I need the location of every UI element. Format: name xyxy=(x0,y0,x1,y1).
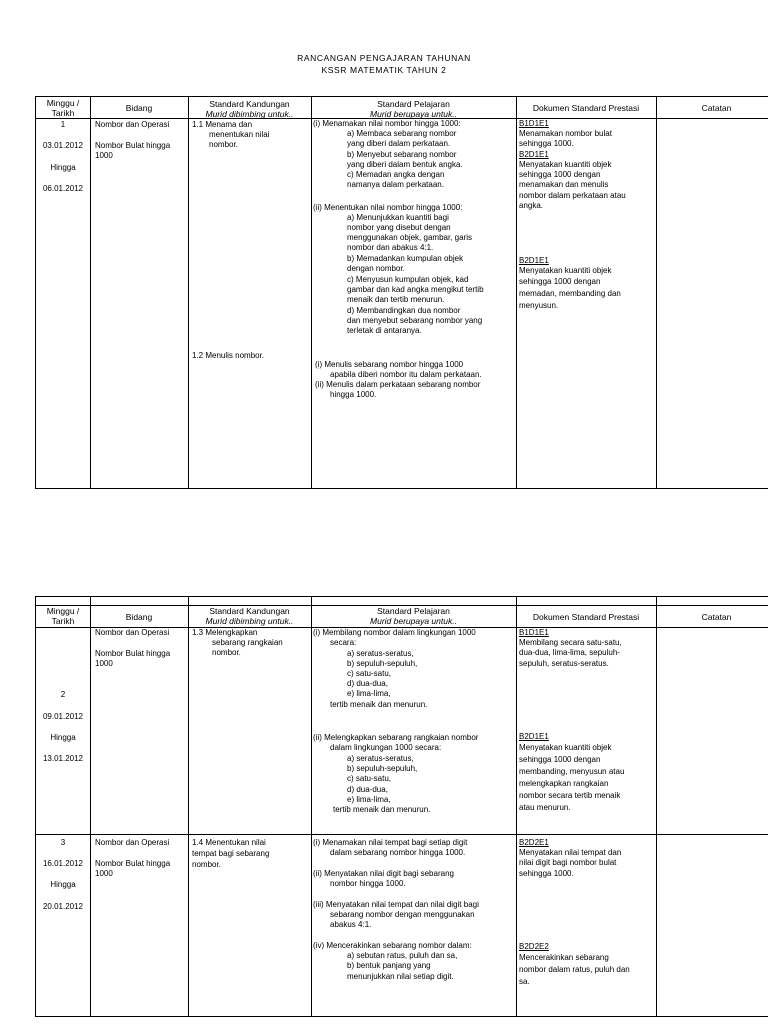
sp-line: tertib menaik dan menurun. xyxy=(333,805,431,814)
week-end-date: 13.01.2012 xyxy=(42,754,84,763)
sk-line: menentukan nilai xyxy=(209,130,270,139)
dsp-line: sehingga 1000 dengan xyxy=(519,277,601,286)
sp-line: abakus 4:1. xyxy=(330,920,372,929)
sp-line: a) Menunjukkan kuantiti bagi xyxy=(347,213,449,222)
dsp-line: Menamakan nombor bulat xyxy=(519,129,612,138)
sp-line: sebarang nombor dengan menggunakan xyxy=(330,910,475,919)
header-sk-sub: Murid dibimbing untuk.. xyxy=(205,616,294,627)
bidang-line: 1000 xyxy=(95,151,113,160)
sp-line: dalam sebarang nombor hingga 1000. xyxy=(330,848,466,857)
sp-line: b) sepuluh-sepuluh, xyxy=(347,764,418,773)
sp-line: gambar dan kad angka mengikut tertib xyxy=(347,285,484,294)
week-start-date: 03.01.2012 xyxy=(42,141,84,150)
sp-line: (ii) Melengkapkan sebarang rangkaian nombor xyxy=(313,733,479,742)
header-tarikh-label: Tarikh xyxy=(51,108,75,119)
header-minggu-label: Minggu / xyxy=(46,606,80,616)
sp-line: namanya dalam perkataan. xyxy=(347,180,444,189)
header-catatan-2: Catatan xyxy=(701,612,732,622)
sp-line: c) Menyusun kumpulan objek, kad xyxy=(347,275,469,284)
sp-line: yang diberi dalam bentuk angka. xyxy=(347,160,463,169)
sp-line: e) lima-lima, xyxy=(347,795,391,804)
dsp-code: B1D1E1 xyxy=(519,119,549,128)
sp-line: a) seratus-seratus, xyxy=(347,649,414,658)
sp-line: dalam lingkungan 1000 secara: xyxy=(330,743,442,752)
sp-line: dan menyebut sebarang nombor yang xyxy=(347,316,483,325)
sp-line: (ii) Menyatakan nilai digit bagi sebarang xyxy=(313,869,454,878)
header-sk xyxy=(188,99,311,120)
week-1-dsp xyxy=(519,119,655,319)
dsp-line: Menyatakan kuantiti objek xyxy=(519,160,612,169)
dsp-line: sehingga 1000. xyxy=(519,139,574,148)
week-end-date: 20.01.2012 xyxy=(42,902,84,911)
dsp-code: B1D1E1 xyxy=(519,628,549,637)
sp-line: e) lima-lima, xyxy=(347,689,391,698)
header-bidang-2: Bidang xyxy=(125,612,153,622)
sp-line: (iv) Mencerakinkan sebarang nombor dalam: xyxy=(313,941,472,950)
header-sp-sub: Murid berupaya untuk.. xyxy=(370,616,457,627)
dsp-line: menyusun. xyxy=(519,301,559,310)
header-sk-2 xyxy=(188,606,311,627)
header-bidang: Bidang xyxy=(125,103,153,113)
week-start-date: 09.01.2012 xyxy=(42,712,84,721)
week-number: 1 xyxy=(60,120,66,129)
bidang-line: Nombor Bulat hingga xyxy=(95,859,171,868)
sp-line: hingga 1000. xyxy=(330,390,377,399)
sp-line: (i) Menamakan nilai nombor hingga 1000: xyxy=(313,119,461,128)
dsp-line: sehingga 1000. xyxy=(519,869,574,878)
dsp-line: nombor dalam perkataan atau xyxy=(519,191,626,200)
header-sp-label: Standard Pelajaran xyxy=(377,606,450,616)
sp-line: secara: xyxy=(330,638,357,647)
sp-line: b) bentuk panjang yang xyxy=(347,961,431,970)
header-catatan: Catatan xyxy=(701,103,732,113)
dsp-code: B2D2E2 xyxy=(519,942,549,951)
week-hingga: Hingga xyxy=(50,163,76,172)
sk-line: tempat bagi sebarang xyxy=(192,849,270,858)
sp-line: a) sebutan ratus, puluh dan sa, xyxy=(347,951,458,960)
header-sp xyxy=(311,99,516,120)
dsp-code: B2D1E1 xyxy=(519,150,549,159)
sp-line: d) Membandingkan dua nombor xyxy=(347,306,461,315)
sp-line: c) Memadan angka dengan xyxy=(347,170,445,179)
header-sk-label: Standard Kandungan xyxy=(209,99,290,109)
week-number: 3 xyxy=(60,838,66,847)
header-minggu xyxy=(35,98,91,119)
sk-line: nombor. xyxy=(212,648,241,657)
sp-line: tertib menaik dan menurun. xyxy=(330,700,428,709)
dsp-line: nilai digit bagi nombor bulat xyxy=(519,858,617,867)
bidang-line: Nombor dan Operasi xyxy=(95,838,170,847)
header-sp-label: Standard Pelajaran xyxy=(377,99,450,109)
dsp-line: membanding, menyusun atau xyxy=(519,767,625,776)
bidang-line: Nombor dan Operasi xyxy=(95,628,170,637)
sp-line: dengan nombor. xyxy=(347,264,405,273)
header-sp-2 xyxy=(311,606,516,627)
bidang-line: Nombor Bulat hingga xyxy=(95,649,171,658)
dsp-line: nombor secara tertib menaik xyxy=(519,791,621,800)
sp-line: (i) Menamakan nilai tempat bagi setiap digit xyxy=(313,838,468,847)
dsp-line: Membilang secara satu-satu, xyxy=(519,638,622,647)
dsp-line: dua-dua, lima-lima, sepuluh- xyxy=(519,648,620,657)
bidang-line: 1000 xyxy=(95,659,113,668)
bidang-line: 1000 xyxy=(95,869,113,878)
header-sk-sub: Murid dibimbing untuk.. xyxy=(205,109,294,120)
week-1-sp xyxy=(313,119,516,409)
sp-line: d) dua-dua, xyxy=(347,679,388,688)
dsp-line: Mencerakinkan sebarang xyxy=(519,953,609,962)
week-2-sp xyxy=(313,628,516,828)
sp-line: yang diberi dalam perkataan. xyxy=(347,139,451,148)
header-minggu-2 xyxy=(35,606,91,627)
sp-line: (i) Menulis sebarang nombor hingga 1000 xyxy=(315,360,464,369)
sk-line: 1.4 Menentukan nilai xyxy=(192,838,266,847)
sp-line: a) Membaca sebarang nombor xyxy=(347,129,457,138)
header-sp-sub: Murid berupaya untuk.. xyxy=(370,109,457,120)
sp-line: d) dua-dua, xyxy=(347,785,388,794)
week-end-date: 06.01.2012 xyxy=(42,184,84,193)
dsp-line: memadan, membanding dan xyxy=(519,289,621,298)
dsp-line: melengkapkan rangkaian xyxy=(519,779,609,788)
dsp-line: sepuluh, seratus-seratus. xyxy=(519,659,609,668)
dsp-line: Menyatakan kuantiti objek xyxy=(519,743,612,752)
week-hingga: Hingga xyxy=(50,880,76,889)
dsp-code: B2D2E1 xyxy=(519,838,549,847)
header-dsp-2: Dokumen Standard Prestasi xyxy=(532,612,640,622)
sp-line: nombor dan abakus 4:1. xyxy=(347,243,434,252)
sp-line: apabila diberi nombor itu dalam perkataan. xyxy=(330,370,482,379)
bidang-line: Nombor dan Operasi xyxy=(95,120,170,129)
sk-line: 1.2 Menulis nombor. xyxy=(192,351,265,360)
dsp-line: sehingga 1000 dengan xyxy=(519,170,601,179)
sp-line: (i) Membilang nombor dalam lingkungan 1000 xyxy=(313,628,476,637)
sp-line: menunjukkan nilai setiap digit. xyxy=(347,972,454,981)
sp-line: menaik dan tertib menurun. xyxy=(347,295,445,304)
bidang-line: Nombor Bulat hingga xyxy=(95,141,171,150)
sk-line: nombor. xyxy=(209,140,238,149)
sp-line: (ii) Menulis dalam perkataan sebarang nombor xyxy=(315,380,481,389)
week-start-date: 16.01.2012 xyxy=(42,859,84,868)
sp-line: c) satu-satu, xyxy=(347,669,392,678)
sp-line: terletak di antaranya. xyxy=(347,326,422,335)
sp-line: (iii) Menyatakan nilai tempat dan nilai digit bagi xyxy=(313,900,479,909)
week-2-dsp xyxy=(519,628,655,828)
dsp-line: atau menurun. xyxy=(519,803,571,812)
sk-line: 1.3 Melengkapkan xyxy=(192,628,258,637)
document-subtitle: KSSR MATEMATIK TAHUN 2 xyxy=(321,65,447,75)
week-hingga: Hingga xyxy=(50,733,76,742)
document-title: RANCANGAN PENGAJARAN TAHUNAN xyxy=(297,53,471,63)
dsp-line: Menyatakan kuantiti objek xyxy=(519,266,612,275)
dsp-line: Menyatakan nilai tempat dan xyxy=(519,848,622,857)
header-tarikh-label: Tarikh xyxy=(51,616,75,627)
dsp-line: sa. xyxy=(519,977,530,986)
sk-line: nombor. xyxy=(192,860,221,869)
week-number: 2 xyxy=(60,690,66,699)
dsp-line: angka. xyxy=(519,201,544,210)
sp-line: menggunakan objek, gambar, garis xyxy=(347,233,472,242)
week-3-dsp xyxy=(519,838,655,998)
sp-line: b) Memadankan kumpulan objek xyxy=(347,254,464,263)
dsp-line: menamakan dan menulis xyxy=(519,180,609,189)
sp-line: a) seratus-seratus, xyxy=(347,754,414,763)
dsp-code: B2D1E1 xyxy=(519,256,549,265)
sp-line: nombor yang disebut dengan xyxy=(347,223,451,232)
sp-line: c) satu-satu, xyxy=(347,774,392,783)
dsp-line: sehingga 1000 dengan xyxy=(519,755,601,764)
sp-line: b) Menyebut sebarang nombor xyxy=(347,150,457,159)
sp-line: (ii) Menentukan nilai nombor hingga 1000: xyxy=(313,203,463,212)
header-sk-label: Standard Kandungan xyxy=(209,606,290,616)
sp-line: b) sepuluh-sepuluh, xyxy=(347,659,418,668)
header-minggu-label: Minggu / xyxy=(46,98,80,108)
sk-line: sebarang rangkaian xyxy=(212,638,283,647)
dsp-line: nombor dalam ratus, puluh dan xyxy=(519,965,630,974)
sp-line: nombor hingga 1000. xyxy=(330,879,406,888)
dsp-code: B2D1E1 xyxy=(519,732,549,741)
header-dsp: Dokumen Standard Prestasi xyxy=(532,103,640,113)
week-3-sp xyxy=(313,838,516,998)
sk-line: 1.1 Menama dan xyxy=(192,120,253,129)
